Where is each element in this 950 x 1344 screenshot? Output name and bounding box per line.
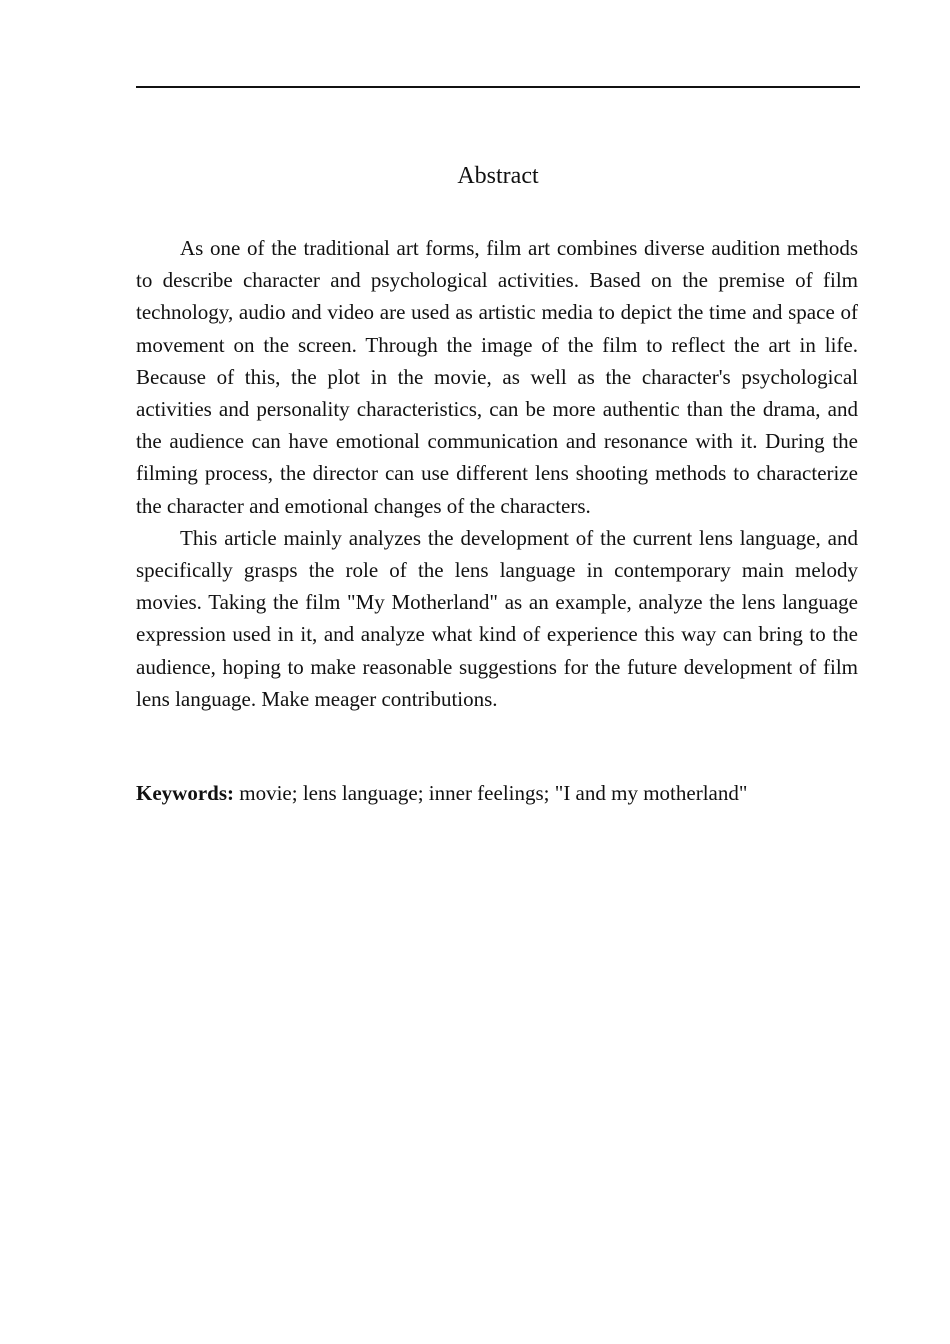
keywords-value: movie; lens language; inner feelings; "I and my motherland"	[234, 781, 748, 805]
abstract-paragraph-1: As one of the traditional art forms, film art combines diverse audition methods to describe character and psychological activities. Based on the premise of film technology, audio and video are used as artistic media to depict the time and space of movement on the screen. Through the image of the film to reflect the art in life. Because of this, the plot in the movie, as well as the character's psychological activities and personality characteristics, can be more authentic than the drama, and the audience can have emotional communication and resonance with it. During the filming process, the director can use different lens shooting methods to characterize the character and emotional changes of the characters.	[136, 236, 858, 518]
abstract-title: Abstract	[457, 163, 539, 189]
keywords-line	[136, 777, 860, 809]
header-rule	[136, 86, 860, 88]
abstract-body	[136, 232, 858, 715]
abstract-paragraph-2: This article mainly analyzes the development of the current lens language, and specifically grasps the role of the lens language in contemporary main melody movies. Taking the film "My Motherland" as an example, analyze the lens language expression used in it, and analyze what kind of experience this way can bring to the audience, hoping to make reasonable suggestions for the future development of film lens language. Make meager contributions.	[136, 525, 858, 711]
keywords-label: Keywords:	[136, 781, 234, 805]
